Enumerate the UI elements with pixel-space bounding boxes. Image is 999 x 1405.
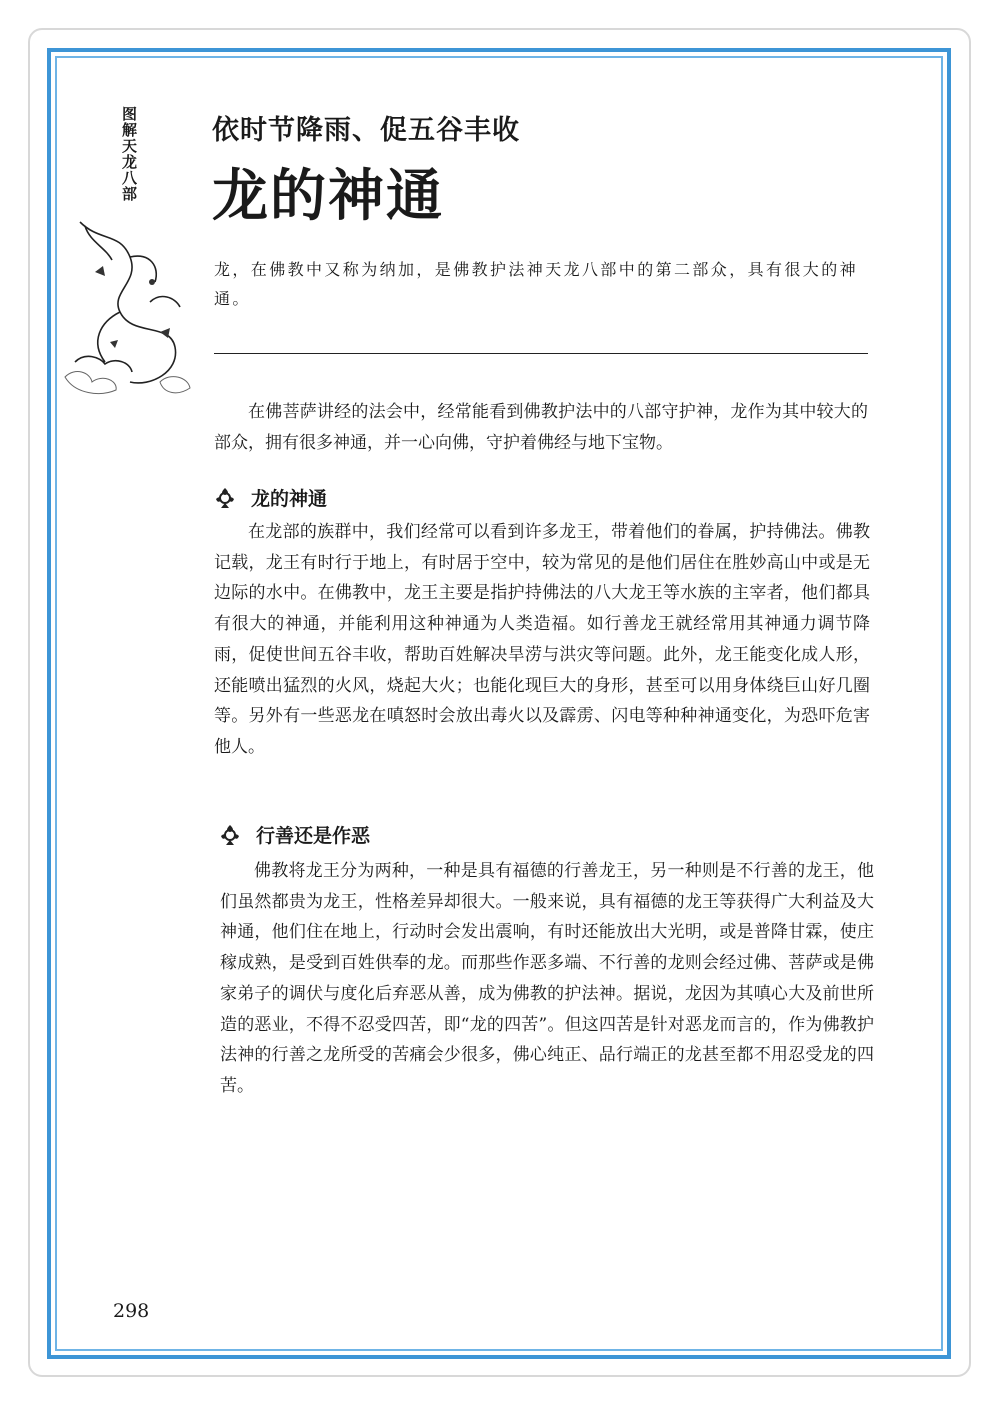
page-number: 298	[113, 1300, 150, 1322]
series-title: 图解天龙八部	[120, 106, 138, 202]
intro-text: 龙，在佛教中又称为纳加，是佛教护法神天龙八部中的第二部众，具有很大的神通。	[214, 260, 859, 308]
dragon-illustration-icon	[60, 212, 200, 402]
section-heading-2	[218, 821, 370, 848]
page-title: 龙的神通	[212, 163, 444, 229]
section-2-body: 佛教将龙王分为两种，一种是具有福德的行善龙王，另一种则是不行善的龙王，他们虽然都贵为龙王，性格差异却很大。一般来说，具有福德的龙王等获得广大利益及大神通，他们住在地上，行动时会发出震响，有时还能放出大光明，或是普降甘霖，使庄稼成熟，是受到百姓供奉的龙。而那些作恶多端、不行善的龙则会经过佛、菩萨或是佛家弟子的调伏与度化后弃恶从善，成为佛教的护法神。据说，龙因为其嗔心大及前世所造的恶业，不得不忍受四苦，即“龙的四苦”。但这四苦是针对恶龙而言的，作为佛教护法神的行善之龙所受的苦痛会少很多，佛心纯正、品行端正的龙甚至都不用忍受龙的四苦。	[220, 861, 874, 1096]
subtitle: 依时节降雨、促五谷丰收	[212, 115, 520, 146]
section-1-body: 在龙部的族群中，我们经常可以看到许多龙王，带着他们的眷属，护持佛法。佛教记载，龙王有时行于地上，有时居于空中，较为常见的是他们居住在胜妙高山中或是无边际的水中。在佛教中，龙王主要是指护持佛法的八大龙王等水族的主宰者，他们都具有很大的神通，并能利用这种神通为人类造福。如行善龙王就经常用其神通力调节降雨，促使世间五谷丰收，帮助百姓解决旱涝与洪灾等问题。此外，龙王能变化成人形，还能喷出猛烈的火风，烧起大火；也能化现巨大的身形，甚至可以用身体绕巨山好几圈等。另外有一些恶龙在嗔怒时会放出毒火以及霹雳、闪电等种种神通变化，为恐吓危害他人。	[214, 522, 870, 757]
section-heading-1-label: 龙的神通	[251, 488, 328, 510]
lotus-ornament-icon	[218, 823, 242, 847]
section-heading-1	[213, 484, 327, 511]
lotus-ornament-icon	[213, 486, 237, 510]
divider	[214, 353, 868, 354]
section-heading-2-label: 行善还是作恶	[256, 825, 371, 847]
paragraph-intro: 在佛菩萨讲经的法会中，经常能看到佛教护法中的八部守护神，龙作为其中较大的部众，拥有很多神通，并一心向佛，守护着佛经与地下宝物。	[214, 402, 868, 453]
